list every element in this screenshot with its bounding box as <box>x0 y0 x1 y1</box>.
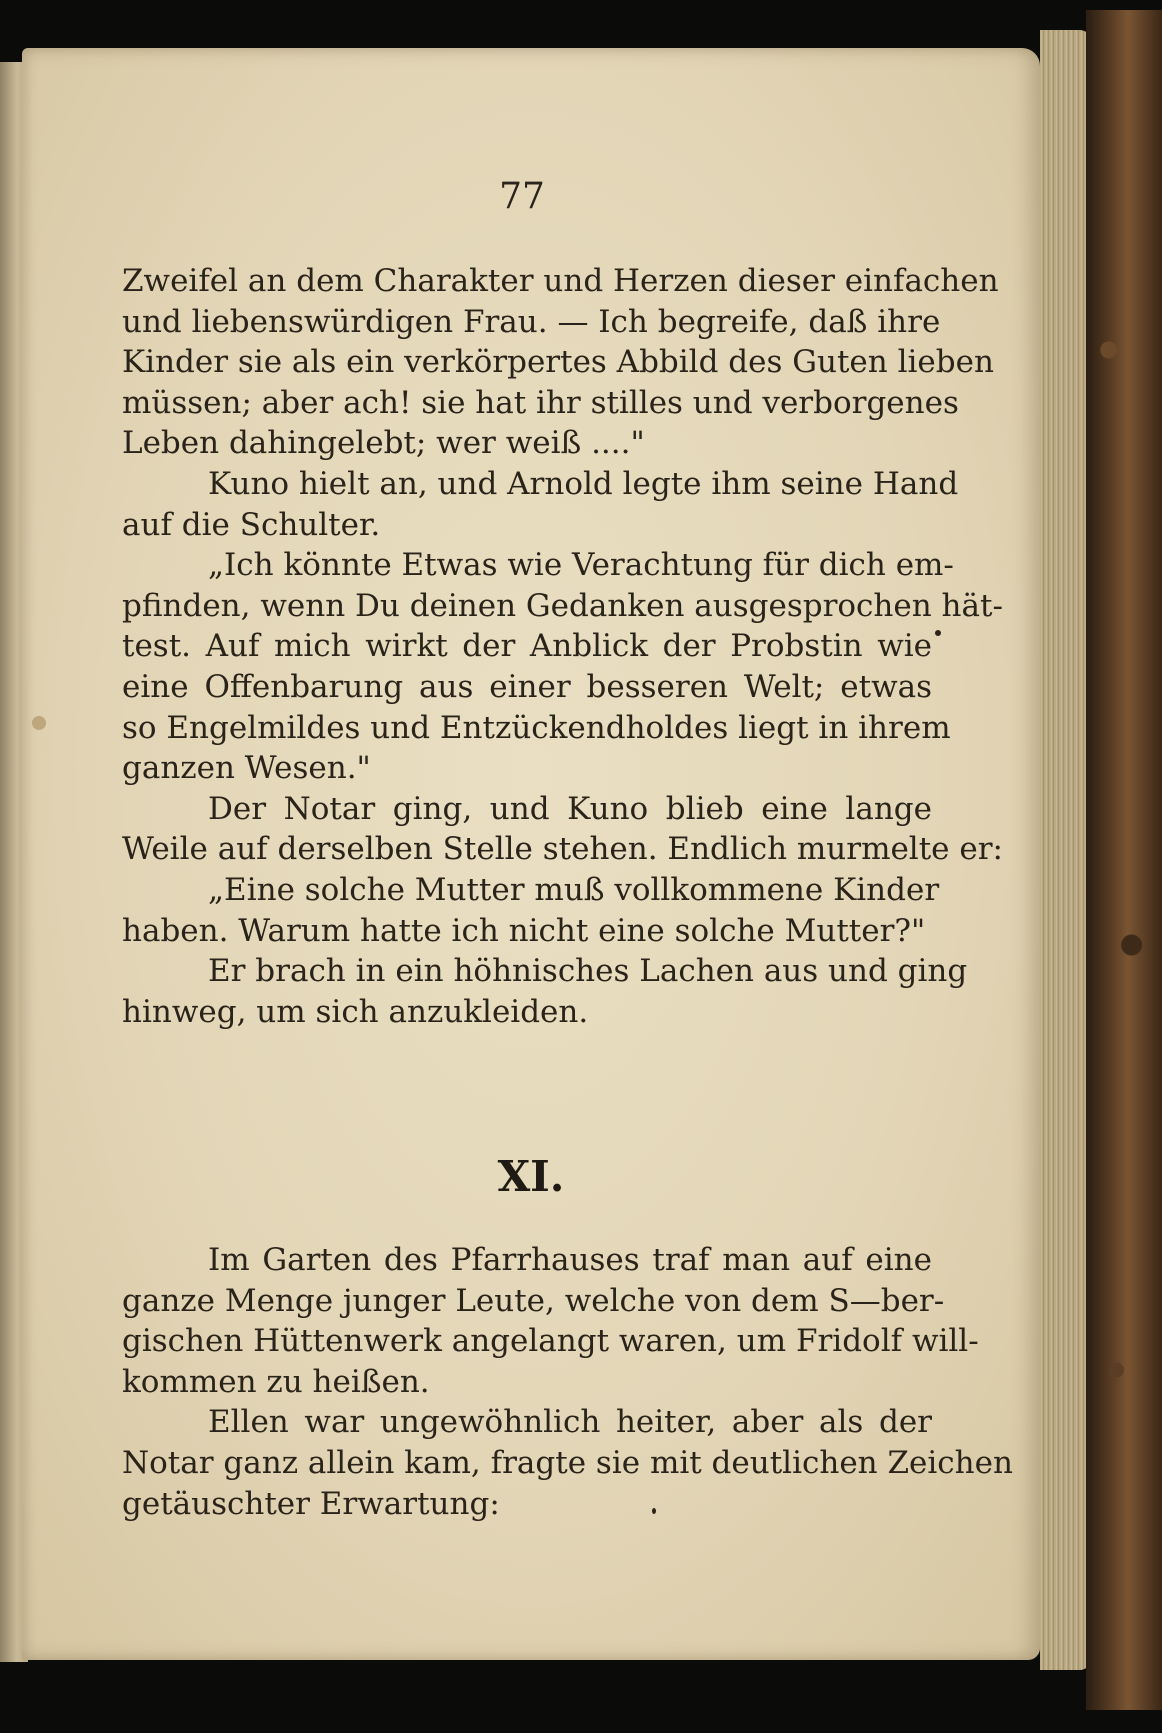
paper-speck <box>935 630 941 636</box>
text-line: Im Garten des Pfarrhauses traf man auf eine <box>208 1242 932 1278</box>
text-line: „Eine solche Mutter muß vollkommene Kinder <box>208 871 940 908</box>
text-line: auf die Schulter. <box>122 506 381 543</box>
text-line: Weile auf derselben Stelle stehen. Endlich murmelte er: <box>122 831 1003 868</box>
paper-speck <box>652 1508 656 1514</box>
text-before-chapter <box>122 261 1003 1032</box>
text-line: gischen Hüttenwerk angelangt waren, um Fridolf will- <box>122 1323 979 1360</box>
page-edges <box>1040 30 1090 1670</box>
text-line: und liebenswürdigen Frau. — Ich begreife, daß ihre <box>122 303 941 340</box>
text-line: Notar ganz allein kam, fragte sie mit deutlichen Zeichen <box>122 1444 1013 1481</box>
book-page <box>22 48 1040 1660</box>
text-line: so Engelmildes und Entzückendholdes liegt in ihrem <box>122 709 951 746</box>
text-line: Zweifel an dem Charakter und Herzen dieser einfachen <box>122 263 999 299</box>
text-line: ganzen Wesen." <box>122 750 371 787</box>
paper-speck <box>32 716 46 730</box>
text-line: hinweg, um sich anzukleiden. <box>122 993 589 1030</box>
text-line: haben. Warum hatte ich nicht eine solche Mutter?" <box>122 912 926 949</box>
text-line: „Ich könnte Etwas wie Verachtung für dich em- <box>208 547 954 584</box>
text-line: getäuschter Erwartung: <box>122 1485 500 1522</box>
text-line: kommen zu heißen. <box>122 1363 430 1400</box>
text-line: eine Offenbarung aus einer besseren Welt; etwas <box>122 668 932 705</box>
text-line: müssen; aber ach! sie hat ihr stilles und verborgenes <box>122 384 959 421</box>
text-line: Ellen war ungewöhnlich heiter, aber als der <box>208 1404 932 1441</box>
text-line: test. Auf mich wirkt der Anblick der Probstin wie <box>122 628 932 665</box>
text-after-chapter <box>122 1240 1013 1524</box>
text-line: Er brach in ein höhnisches Lachen aus und ging <box>208 953 968 990</box>
text-line: Der Notar ging, und Kuno blieb eine lange <box>208 790 932 827</box>
book-binding <box>1086 10 1162 1710</box>
text-line: Kuno hielt an, und Arnold legte ihm seine Hand <box>208 465 959 502</box>
text-line: ganze Menge junger Leute, welche von dem S—ber- <box>122 1282 945 1319</box>
text-line: Leben dahingelebt; wer weiß ...." <box>122 425 645 462</box>
page-number: 77 <box>499 176 545 217</box>
text-line: pfinden, wenn Du deinen Gedanken ausgesprochen hät- <box>122 587 1003 624</box>
chapter-heading: XI. <box>497 1152 565 1201</box>
text-line: Kinder sie als ein verkörpertes Abbild des Guten lieben <box>122 344 994 381</box>
